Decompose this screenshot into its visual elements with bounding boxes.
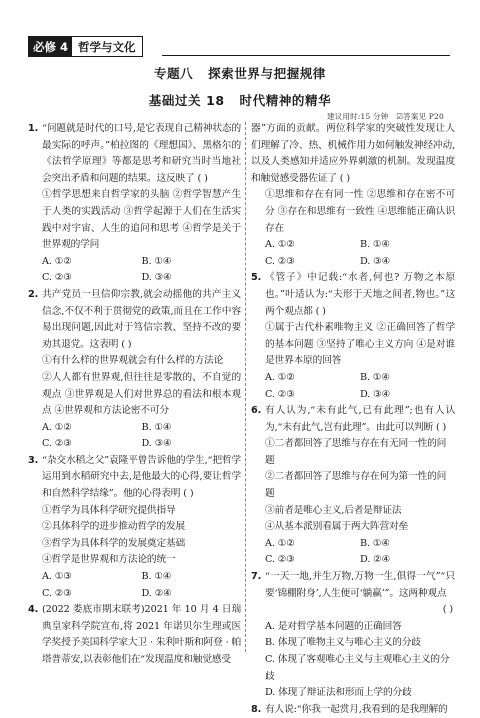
question-number: 4. xyxy=(28,604,39,616)
question-items: ①哲学思想来自哲学家的头脑 ②哲学智慧产生于人类的实践活动 ③哲学起源于人们在生活实践中对宇宙、人生的追问和思考 ④哲学是关于世界观的学问 xyxy=(42,189,241,251)
option-b[interactable]: B. ①④ xyxy=(360,537,390,549)
option-a[interactable]: A. ①② xyxy=(42,255,72,267)
question-item: ①二者都回答了思维与存在有无同一性的问题 xyxy=(265,438,447,466)
module-title: 哲学与文化 xyxy=(72,37,142,56)
question-number: 7. xyxy=(251,571,262,583)
option-a[interactable]: A. ①③ xyxy=(42,571,72,583)
answer-paren: ( ) xyxy=(442,604,453,616)
option-a[interactable]: A. ①② xyxy=(265,537,295,549)
question-item: ②人人都有世界观,但往往是零散的、不自觉的观点 ③世界观是人们对世界总的看法和根本观点 ④世界观和方法论密不可分 xyxy=(42,371,241,417)
option-d[interactable]: D. ③④ xyxy=(360,388,391,400)
options-row xyxy=(251,552,455,569)
option-d[interactable]: D. ②④ xyxy=(141,587,172,599)
option-b[interactable]: B. 体现了唯物主义与唯心主义的分歧 xyxy=(265,637,421,649)
option-b[interactable]: B. ①④ xyxy=(141,421,172,433)
lesson-title: 基础过关 18 时代精神的精华 xyxy=(148,93,332,108)
option-d[interactable]: D. 体现了辩证法和形而上学的分歧 xyxy=(265,687,412,699)
option-c[interactable]: C. ②③ xyxy=(265,388,295,400)
right-column xyxy=(251,121,455,718)
module-label: 必修 4 xyxy=(29,37,72,56)
question-stem: “杂交水稻之父”袁隆平曾告诉他的学生,“把哲学运用到水稻研究中去,是他最大的心得,要让哲学和自然科学结缘”。他的心得表明 ( ) xyxy=(42,454,241,500)
question-4-continued: 器”方面的贡献。两位科学家的突破性发现让人们理解了冷、热、机械作用力如何触发神经冲动,以及人类感知并适应外界刺激的机制。发现温度和触觉感受器佐证了 ( ) xyxy=(251,123,455,184)
options-row xyxy=(251,387,455,404)
option-d[interactable]: D. ②④ xyxy=(360,554,391,566)
question-8 xyxy=(251,702,455,718)
question-item: ④从基本派别看属于两大阵营对垒 xyxy=(265,521,409,533)
options-row xyxy=(251,536,455,553)
module-tag xyxy=(28,36,143,57)
question-item: ③前者是唯心主义,后者是辩证法 xyxy=(265,504,402,516)
question-2 xyxy=(28,287,241,353)
option-a[interactable]: A. ①② xyxy=(265,239,295,251)
question-number: 6. xyxy=(251,405,262,417)
options-row xyxy=(251,254,455,271)
question-stem: (2022 娄底市期末联考)2021 年 10 月 4 日瑞典皇家科学院宣布,将 2021 年诺贝尔生理或医学奖授予美国科学家大卫 · 朱利叶斯和阿登 · 帕塔普蒂安,以表彰他们在“发现温度和触觉感受 xyxy=(42,604,241,665)
question-stem: 有人说:“你我一起赏月,我看到的是我理解的 xyxy=(265,703,448,715)
question-item: ③哲学为具体科学的发展奠定基础 xyxy=(42,537,186,549)
question-number: 3. xyxy=(28,454,39,466)
column-divider xyxy=(245,122,246,652)
question-stem: 《管子》中记载:“水者,何也? 万物之本原也。”叶适认为:“夫形于天地之间者,物也。”这两个观点都 ( ) xyxy=(265,272,455,317)
option-a[interactable]: A. ①② xyxy=(42,421,72,433)
option-b[interactable]: B. ①④ xyxy=(360,371,390,383)
question-item: ①哲学为具体科学研究提供指导 xyxy=(42,504,176,516)
topic-title: 专题八 探索世界与把握规律 xyxy=(153,66,327,81)
question-3 xyxy=(28,453,241,503)
question-1 xyxy=(28,121,241,187)
option-c[interactable]: C. ②③ xyxy=(42,272,72,284)
options-row xyxy=(28,569,241,586)
options-row xyxy=(28,436,241,453)
option-b[interactable]: B. ①④ xyxy=(141,255,172,267)
question-stem: “一天一地,并生万物,万物一生,俱得一气”“只要‘锦棚附身’,人生便可‘躺赢’”。这两种观点 xyxy=(265,571,455,599)
question-stem: 有人认为,“未有此气,已有此理”;也有人认为,“未有此气,岂有此理”。由此可以判断 ( ) xyxy=(265,405,455,433)
question-stem: “问题就是时代的口号,是它表现自己精神状态的最实际的呼声。”柏拉图的《理想国》、黑格尔的《法哲学原理》等都是思考和研究当时当地社会突出矛盾和问题的结果。这反映了 ( ) xyxy=(42,123,241,184)
question-number: 8. xyxy=(251,703,262,715)
option-c[interactable]: C. ②③ xyxy=(265,554,295,566)
question-item: ①有什么样的世界观就会有什么样的方法论 xyxy=(42,355,224,367)
question-number: 5. xyxy=(251,272,262,284)
left-column xyxy=(28,121,241,669)
question-items: ①思维和存在有同一性 ②思维和存在密不可分 ③存在和思维有一致性 ④思维能正确认识存在 xyxy=(265,189,455,234)
option-d[interactable]: D. ③④ xyxy=(141,438,172,450)
options-row xyxy=(28,420,241,437)
question-number: 2. xyxy=(28,288,39,300)
option-d[interactable]: D. ③④ xyxy=(141,272,172,284)
meta-info: 建议用时:15 分钟 ☑答案见 P20 xyxy=(326,112,444,121)
option-c[interactable]: C. ②③ xyxy=(42,438,72,450)
options-row xyxy=(28,586,241,603)
option-a[interactable]: A. 是对哲学基本问题的正确回答 xyxy=(265,620,402,632)
question-number: 1. xyxy=(28,123,39,134)
header-rule xyxy=(162,55,450,56)
option-c[interactable]: C. 体现了客观唯心主义与主观唯心主义的分歧 xyxy=(265,654,450,682)
question-6 xyxy=(251,403,455,436)
question-stem: 共产党员一旦信仰宗教,就会动摇他的共产主义信念,不仅不利于贯彻党的政策,而且在工作中容易出现问题,因此对于笃信宗教、坚持不改的要劝其退党。这表明 ( ) xyxy=(42,288,241,350)
question-item: ②二者都回答了思维与存在何为第一性的问题 xyxy=(265,471,447,500)
options-row xyxy=(28,270,241,287)
option-c[interactable]: C. ②③ xyxy=(42,587,72,599)
question-item: ④哲学是世界观和方法论的统一 xyxy=(42,554,176,566)
question-4 xyxy=(28,602,241,668)
options-row xyxy=(251,237,455,254)
question-5 xyxy=(251,270,455,320)
option-c[interactable]: C. ②③ xyxy=(265,255,295,267)
options-row xyxy=(28,254,241,271)
question-item: ②具体科学的进步推动哲学的发展 xyxy=(42,521,186,533)
option-b[interactable]: B. ①④ xyxy=(360,239,390,251)
question-items: ①属于古代朴素唯物主义 ②正确回答了哲学的基本问题 ③坚持了唯心主义方向 ④是对谁是世界本原的回答 xyxy=(265,322,455,367)
option-d[interactable]: D. ③④ xyxy=(360,255,391,267)
option-b[interactable]: B. ①④ xyxy=(141,571,172,583)
options-row xyxy=(251,370,455,387)
question-7 xyxy=(251,569,455,602)
option-a[interactable]: A. ①② xyxy=(265,371,295,383)
